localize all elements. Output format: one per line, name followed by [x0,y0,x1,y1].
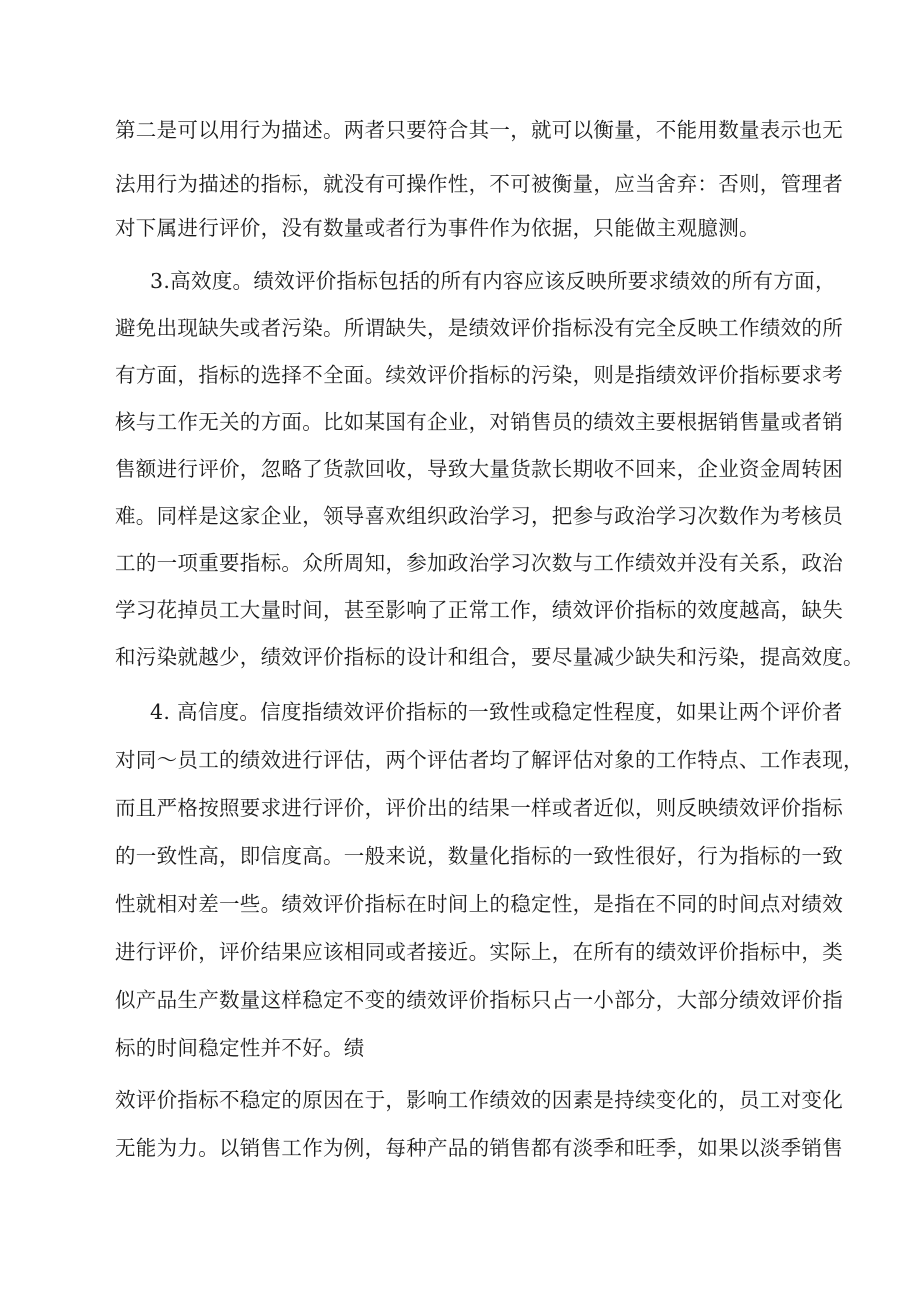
text-line: 性就相对差一些。绩效评价指标在时间上的稳定性，是指在不同的时间点对绩效 [115,892,843,916]
text-line: 有方面，指标的选择不全面。续效评价指标的污染，则是指绩效评价指标要求考 [115,363,843,387]
paragraph-start-line: 4. 高信度。信度指绩效评价指标的一致性或稳定性程度，如果让两个评价者 [150,700,843,724]
text-line: 效评价指标不稳定的原因在于，影响工作绩效的因素是持续变化的，员工对变化 [115,1088,843,1112]
text-line: 法用行为描述的指标，就没有可操作性，不可被衡量，应当舍弃：否则，管理者 [115,172,843,196]
text-line: 学习花掉员工大量时间，甚至影响了正常工作，绩效评价指标的效度越高，缺失 [115,598,843,622]
text-line: 第二是可以用行为描述。两者只要符合其一，就可以衡量，不能用数量表示也无 [115,118,843,142]
text-line: 售额进行评价，忽略了货款回收，导致大量货款长期收不回来，企业资金周转困 [115,457,843,481]
text-line: 避免出现缺失或者污染。所谓缺失，是绩效评价指标没有完全反映工作绩效的所 [115,316,843,340]
text-line: 工的一项重要指标。众所周知，参加政治学习次数与工作绩效并没有关系，政治 [115,551,843,575]
text-line: 和污染就越少，绩效评价指标的设计和组合，要尽量减少缺失和污染，提高效度。 [115,645,864,669]
text-line: 对同～员工的绩效进行评估，两个评估者均了解评估对象的工作特点、工作表现， [115,748,864,772]
text-line: 而且严格按照要求进行评价，评价出的结果一样或者近似，则反映绩效评价指标 [115,796,843,820]
text-line: 标的时间稳定性并不好。绩 [115,1036,365,1060]
text-line: 对下属进行评价，没有数量或者行为事件作为依据，只能做主观臆测。 [115,216,760,240]
text-line: 似产品生产数量这样稳定不变的绩效评价指标只占一小部分，大部分绩效评价指 [115,988,843,1012]
paragraph-start-line: 3.高效度。绩效评价指标包括的所有内容应该反映所要求绩效的所有方面， [150,269,836,293]
text-line: 核与工作无关的方面。比如某国有企业，对销售员的绩效主要根据销售量或者销 [115,410,843,434]
text-line: 进行评价，评价结果应该相同或者接近。实际上，在所有的绩效评价指标中，类 [115,940,843,964]
text-line: 无能为力。以销售工作为例，每种产品的销售都有淡季和旺季，如果以淡季销售 [115,1136,843,1160]
text-line: 难。同样是这家企业，领导喜欢组织政治学习，把参与政治学习次数作为考核员 [115,504,843,528]
text-line: 的一致性高，即信度高。一般来说，数量化指标的一致性很好，行为指标的一致 [115,844,843,868]
